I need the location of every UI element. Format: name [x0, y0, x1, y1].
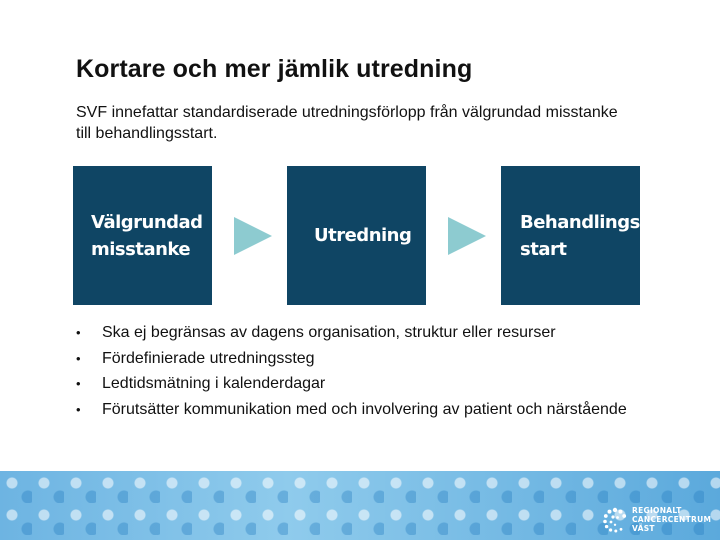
bullet-dot-icon: • [76, 350, 81, 366]
flow-step-label: Behandlings- start [520, 211, 647, 260]
flow-step-utredning [287, 166, 426, 305]
bullet-dot-icon: • [76, 325, 81, 340]
flow-step-behandlingsstart [501, 166, 647, 305]
flow-step-label: Utredning [314, 225, 412, 246]
bullet-item [74, 371, 654, 397]
logo-wordmark [632, 506, 711, 533]
slide-title: Kortare och mer jämlik utredning [76, 55, 473, 83]
regionalt-cancercentrum-logo [598, 505, 716, 539]
bullet-text: Förutsätter kommunikation med och involvering av patient och närstående [102, 400, 627, 418]
bullet-text: Ledtidsmätning i kalenderdagar [102, 375, 326, 392]
flow-step-valgrundad-misstanke [73, 166, 212, 305]
logo-line-2: CANCERCENTRUM [632, 515, 712, 524]
process-flow [73, 166, 647, 305]
arrow-right-icon [448, 217, 486, 255]
slide-subtitle: SVF innefattar standardiserade utredningsförlopp från välgrundad misstanke till behandlingsstart. [76, 104, 618, 142]
bullet-dot-icon: • [76, 376, 81, 391]
bullet-dot-icon: • [76, 401, 81, 417]
bullet-list [74, 320, 654, 422]
bullet-item [74, 346, 654, 372]
bullet-item [74, 320, 654, 346]
bullet-text: Ska ej begränsas av dagens organisation, struktur eller resurser [102, 324, 556, 341]
bullet-item [74, 397, 654, 423]
arrow-right-icon [234, 217, 272, 255]
bullet-text: Fördefinierade utredningssteg [102, 349, 315, 367]
logo-line-3: VÄST [632, 524, 655, 533]
flow-step-label: Välgrundad misstanke [91, 211, 203, 260]
logo-dots-icon [602, 507, 628, 533]
logo-line-1: REGIONALT [632, 506, 682, 515]
